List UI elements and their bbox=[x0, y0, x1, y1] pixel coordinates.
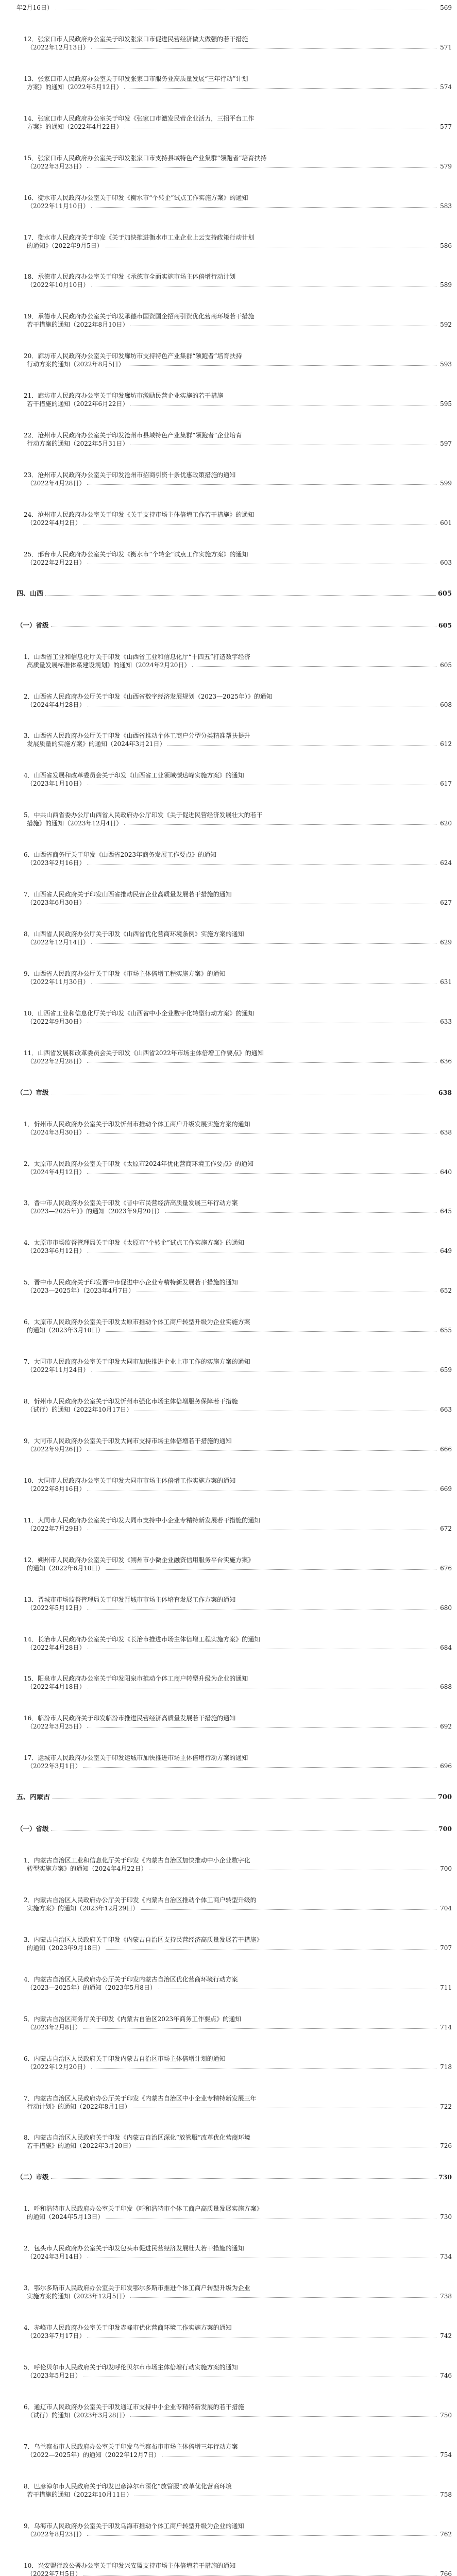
toc-entry-text: 5．晋中市人民政府关于印发晋中市促进中小企业专精特新发展若干措施的通知 bbox=[24, 1279, 238, 1286]
toc-entry-text: 实施方案的通知（2023年12月5日） bbox=[27, 2293, 129, 2300]
toc-entry-text: （2024年4月28日） bbox=[27, 701, 86, 708]
toc-entry[interactable] bbox=[16, 1555, 452, 1572]
toc-page-number: 766 bbox=[440, 2570, 452, 2576]
toc-entry-text: 22．沧州市人民政府办公室关于印发沧州市县域特色产业集群“领跑者”企业培育 bbox=[24, 432, 242, 439]
toc-page-number: 592 bbox=[440, 321, 452, 329]
toc-entry[interactable] bbox=[16, 2094, 452, 2110]
dot-leader bbox=[91, 48, 436, 49]
toc-entry[interactable] bbox=[16, 2363, 452, 2379]
toc-entry-text: 年2月16日） bbox=[16, 4, 53, 11]
toc-entry-text: 行动方案的通知（2022年8月5日） bbox=[27, 361, 125, 368]
toc-entry[interactable] bbox=[16, 890, 452, 906]
toc-entry[interactable] bbox=[16, 1935, 452, 1952]
toc-entry-text: 17．运城市人民政府办公室关于印发运城市加快推进市场主体倍增行动方案的通知 bbox=[24, 1754, 248, 1762]
dot-leader bbox=[87, 1173, 436, 1174]
toc-page-number: 605 bbox=[437, 589, 452, 598]
toc-page-number: 718 bbox=[440, 2063, 452, 2071]
toc-entry[interactable] bbox=[16, 2133, 452, 2149]
toc-entry[interactable] bbox=[16, 431, 452, 447]
toc-page-number: 595 bbox=[440, 400, 452, 408]
dot-leader bbox=[87, 2535, 436, 2536]
toc-page-number: 700 bbox=[437, 1793, 452, 1802]
toc-subsection-heading[interactable] bbox=[16, 1088, 452, 1096]
toc-entry-text: （2024年3月30日） bbox=[27, 1128, 86, 1136]
toc-entry-text: （试行）的通知（2022年10月17日） bbox=[27, 1406, 133, 1414]
toc-entry-text: 若干措施的通知（2022年8月10日） bbox=[27, 321, 129, 329]
toc-entry-text: 若干措施的通知（2022年6月22日） bbox=[27, 400, 129, 408]
toc-entry[interactable] bbox=[16, 470, 452, 487]
toc-page-number: 754 bbox=[440, 2451, 452, 2459]
toc-page-number: 680 bbox=[440, 1604, 452, 1612]
toc-page-number: 597 bbox=[440, 440, 452, 448]
toc-entry-text: 5．中共山西省委办公厅山西省人民政府办公厅印发《关于促进民营经济发展壮大的若干 bbox=[24, 811, 263, 819]
toc-entry[interactable] bbox=[16, 233, 452, 249]
toc-page-number: 593 bbox=[440, 361, 452, 368]
toc-entry[interactable] bbox=[16, 1357, 452, 1374]
toc-entry-text: 7．乌兰察布市人民政府办公室关于印发乌兰察布市市场主体倍增三年行动方案 bbox=[24, 2443, 238, 2450]
dot-leader bbox=[141, 1909, 436, 1910]
toc-entry-text: （2022年7月29日） bbox=[27, 1524, 86, 1532]
toc-entry[interactable] bbox=[16, 550, 452, 566]
toc-entry[interactable] bbox=[16, 74, 452, 91]
toc-page-number: 762 bbox=[440, 2530, 452, 2538]
dot-leader bbox=[87, 167, 436, 168]
toc-page-number: 636 bbox=[440, 1057, 452, 1065]
toc-entry-text: 23．沧州市人民政府办公室关于印发沧州市招商引资十条优惠政策措施的通知 bbox=[24, 471, 236, 479]
toc-page-number: 714 bbox=[440, 2023, 452, 2031]
toc-entry-text: 7．山西省人民政府关于印发山西省推动民营企业高质量发展若干措施的通知 bbox=[24, 891, 232, 899]
dot-leader bbox=[87, 1450, 436, 1451]
toc-entry[interactable] bbox=[16, 1635, 452, 1651]
toc-entry-text: （2022年12月13日） bbox=[27, 43, 90, 51]
toc-entry-text: 7．内蒙古自治区人民政府办公厅关于印发《内蒙古自治区中小企业专精特新发展三年 bbox=[24, 2094, 257, 2102]
dot-leader bbox=[91, 2068, 436, 2069]
toc-entry-text: 8．巴彦淖尔市人民政府关于印发巴彦淖尔市深化“放管服”改革优化营商环境 bbox=[24, 2482, 232, 2490]
toc-page-number: 700 bbox=[438, 1825, 452, 1833]
toc-entry-text: 8．忻州市人民政府办公室关于印发忻州市强化市场主体倍增服务保障若干措施 bbox=[24, 1398, 238, 1405]
toc-page-number: 608 bbox=[440, 701, 452, 708]
toc-entry[interactable] bbox=[16, 2323, 452, 2340]
toc-entry-text: （2022年11月24日） bbox=[27, 1366, 90, 1374]
toc-entry-text: 8．内蒙古自治区人民政府关于印发《内蒙古自治区深化“放管服”改革优化营商环境 bbox=[24, 2134, 250, 2142]
toc-entry-text: 12．张家口市人民政府办公室关于印发张家口市促进民营经济做大做强的若干措施 bbox=[24, 35, 248, 43]
toc-page-number: 638 bbox=[440, 1128, 452, 1136]
toc-entry-text: 13．张家口市人民政府办公室关于印发张家口市服务业高质量发展“三年行动”计划 bbox=[24, 75, 248, 82]
toc-entry-text: 方案》的通知（2022年4月22日） bbox=[27, 123, 123, 130]
toc-entry-text: （2022年12月20日） bbox=[27, 2063, 90, 2071]
toc-page-number: 605 bbox=[440, 661, 452, 669]
toc-page-number: 666 bbox=[440, 1445, 452, 1453]
toc-entry-text: （2022年7月5日） bbox=[27, 2570, 81, 2576]
toc-page-number: 676 bbox=[440, 1564, 452, 1572]
toc-entry-text: （2022年8月16日） bbox=[27, 1485, 86, 1493]
dot-leader bbox=[91, 943, 436, 944]
toc-page-number: 742 bbox=[440, 2332, 452, 2340]
toc-page-number: 655 bbox=[440, 1327, 452, 1334]
toc-entry-text: 15．阳泉市人民政府办公室关于印发阳泉市推动个体工商户转型升级为企业的通知 bbox=[24, 1675, 248, 1683]
toc-entry-text: 15．张家口市人民政府办公室关于印发张家口市支持县域特色产业集群“领跑者”培育扶持 bbox=[24, 154, 267, 162]
dot-leader bbox=[51, 1830, 436, 1831]
toc-entry[interactable] bbox=[16, 1317, 452, 1334]
dot-leader bbox=[106, 1569, 436, 1570]
toc-entry-text: 24．沧州市人民政府办公室关于印发《关于支持市场主体倍增工作若干措施》的通知 bbox=[24, 511, 255, 518]
dot-leader bbox=[45, 595, 436, 596]
toc-entry[interactable] bbox=[16, 850, 452, 867]
toc-entry-text: 13．晋城市市场监督管理局关于印发晋城市市场主体培育发展工作方案的通知 bbox=[24, 1596, 236, 1603]
toc-page-number: 645 bbox=[440, 1208, 452, 1215]
toc-page-number: 652 bbox=[440, 1287, 452, 1295]
toc-page-number: 758 bbox=[440, 2490, 452, 2498]
toc-entry-text: 的通知（2024年5月13日） bbox=[27, 2213, 104, 2221]
toc-entry[interactable] bbox=[16, 1397, 452, 1413]
toc-entry-text: 若干措施》的通知（2022年3月20日） bbox=[27, 2142, 135, 2150]
toc-entry[interactable] bbox=[16, 1120, 452, 1136]
toc-entry[interactable] bbox=[16, 351, 452, 368]
toc-entry-text: 6．内蒙古自治区人民政府关于印发内蒙古自治区市场主体倍增计划的通知 bbox=[24, 2055, 226, 2062]
toc-entry-text: （2022年3月1日） bbox=[27, 1762, 81, 1770]
toc-entry[interactable] bbox=[16, 1159, 452, 1176]
toc-entry[interactable] bbox=[16, 969, 452, 986]
toc-entry[interactable] bbox=[16, 652, 452, 669]
toc-entry-text: （2022年10月10日） bbox=[27, 281, 90, 289]
toc-entry[interactable] bbox=[16, 1009, 452, 1025]
toc-entry-text: 若干措施的通知（2022年10月11日） bbox=[27, 2490, 133, 2498]
toc-entry[interactable] bbox=[16, 1048, 452, 1065]
toc-entry[interactable] bbox=[16, 1198, 452, 1215]
toc-entry[interactable] bbox=[16, 771, 452, 787]
toc-entry-text: （2022年4月2日） bbox=[27, 519, 81, 527]
toc-entry-text: 9．乌海市人民政府办公室关于印发乌海市推动个体工商户转型升级为企业的通知 bbox=[24, 2522, 244, 2530]
toc-entry-text: 的通知（2023年3月10日） bbox=[27, 1327, 104, 1334]
toc-entry-text: 的通知（2023年9月18日） bbox=[27, 1944, 104, 1952]
dot-leader bbox=[87, 484, 436, 485]
toc-entry[interactable] bbox=[16, 731, 452, 748]
dot-leader bbox=[130, 2297, 436, 2298]
toc-page-number: 640 bbox=[440, 1168, 452, 1176]
toc-entry[interactable] bbox=[16, 312, 452, 328]
toc-entry-text: （2022—2025年）的通知（2022年12月7日） bbox=[27, 2451, 160, 2459]
toc-entry-text: （2022年12月14日） bbox=[27, 939, 90, 946]
toc-page-number: 707 bbox=[440, 1944, 452, 1952]
toc-page-number: 586 bbox=[440, 242, 452, 249]
toc-entry-text: 高质量发展标准体系建设规划》的通知（2024年2月20日） bbox=[27, 661, 191, 669]
toc-entry-text: 4．太原市市场监督管理局关于印发《太原市“个转企”试点工作实施方案》的通知 bbox=[24, 1239, 244, 1247]
toc-page-number: 629 bbox=[440, 939, 452, 946]
toc-entry-text: 7．大同市人民政府办公室关于印发大同市加快推进企业上市工作的实施方案的通知 bbox=[24, 1358, 250, 1366]
toc-page-number: 692 bbox=[440, 1723, 452, 1731]
dot-leader bbox=[124, 824, 436, 825]
toc-entry-text: 17．衡水市人民政府关于印发《关于加快推进衡水市工业企业上云支持政策行动计划 bbox=[24, 233, 255, 241]
toc-entry-text: 转型实施方案》的通知（2024年4月22日） bbox=[27, 1865, 147, 1873]
dot-leader bbox=[87, 1133, 436, 1134]
toc-entry[interactable] bbox=[16, 1595, 452, 1612]
toc-entry-text: （2022年4月18日） bbox=[27, 1683, 86, 1691]
toc-page-number: 730 bbox=[438, 2173, 452, 2181]
toc-page-number: 669 bbox=[440, 1485, 452, 1493]
toc-entry-text: 2．太原市人民政府办公室关于印发《太原市2024年优化营商环境工作要点》的通知 bbox=[24, 1160, 254, 1167]
toc-entry[interactable] bbox=[16, 2561, 452, 2576]
toc-entry-text: 19．承德市人民政府办公室关于印发承德市国资国企招商引资优化营商环境若干措施 bbox=[24, 313, 255, 320]
toc-entry-text: 方案》的通知（2022年5月12日） bbox=[27, 83, 123, 91]
toc-section-heading[interactable] bbox=[16, 1793, 452, 1801]
toc-entry-text: 25．邢台市人民政府办公室关于印发《衡水市“个转企”试点工作实施方案》的通知 bbox=[24, 550, 248, 558]
toc-entry-text: （2023—2025年）》的通知（2023年9月20日） bbox=[27, 1208, 163, 1215]
toc-entry[interactable] bbox=[16, 2521, 452, 2538]
toc-entry[interactable] bbox=[16, 391, 452, 408]
toc-entry-text: 发展质量的实施方案》的通知（2024年3月21日） bbox=[27, 740, 166, 748]
toc-entry[interactable] bbox=[16, 692, 452, 708]
toc-entry-text: （2022年3月23日） bbox=[27, 162, 86, 170]
toc-entry-text: 的通知》（2022年9月5日） bbox=[27, 242, 103, 249]
toc-entry-text: 6．太原市人民政府办公室关于印发太原市推动个体工商户转型升级为企业实施方案 bbox=[24, 1318, 250, 1326]
toc-entry-text: （2023年6月12日） bbox=[27, 1247, 86, 1255]
toc-entry-text: （2022年2月22日） bbox=[27, 558, 86, 566]
toc-page-number: 684 bbox=[440, 1643, 452, 1651]
toc-entry[interactable] bbox=[16, 810, 452, 827]
toc-entry-text: （一）省级 bbox=[16, 621, 49, 629]
toc-entry-text: 五、内蒙古 bbox=[16, 1794, 50, 1802]
toc-entry-text: 行动计划》的通知（2022年8月1日） bbox=[27, 2103, 131, 2110]
toc-entry-text: 16．临汾市人民政府关于印发临汾市推进民营经济高质量发展若干措施的通知 bbox=[24, 1715, 236, 1722]
toc-entry-text: 1．忻州市人民政府办公室关于印发忻州市推动个体工商户升级发展实施方案的通知 bbox=[24, 1120, 250, 1128]
dot-leader bbox=[106, 1949, 436, 1950]
dot-leader bbox=[83, 2028, 436, 2029]
toc-entry[interactable] bbox=[16, 2402, 452, 2419]
toc-page-number: 746 bbox=[440, 2371, 452, 2379]
toc-entry[interactable] bbox=[16, 1975, 452, 1991]
toc-entry[interactable] bbox=[16, 1895, 452, 1912]
toc-subsection-heading[interactable] bbox=[16, 2173, 452, 2181]
toc-subsection-heading[interactable] bbox=[16, 621, 452, 629]
toc-entry-text: （2022年11月30日） bbox=[27, 978, 90, 986]
toc-page-number: 571 bbox=[440, 43, 452, 51]
toc-entry-text: 1．内蒙古自治区工业和信息化厅关于印发《内蒙古自治区加快推动中小企业数字化 bbox=[24, 1857, 250, 1865]
toc-entry[interactable] bbox=[16, 35, 452, 51]
toc-page-number: 589 bbox=[440, 281, 452, 289]
toc-entry-text: （2023—2025年）的通知（2023年5月8日） bbox=[27, 1984, 156, 1991]
toc-page-number: 612 bbox=[440, 740, 452, 748]
toc-entry-text: （2023年5月2日） bbox=[27, 2371, 81, 2379]
toc-entry[interactable] bbox=[16, 2283, 452, 2300]
toc-page-number: 633 bbox=[440, 1018, 452, 1025]
toc-entry-text: 14．张家口市人民政府办公室关于印发《张家口市激发民营企业活力，三招平台工作 bbox=[24, 114, 255, 122]
toc-page-number: 688 bbox=[440, 1683, 452, 1691]
toc-entry-text: 6．通辽市人民政府办公室关于印发通辽市支持中小企业专精特新发展的若干措施 bbox=[24, 2403, 244, 2411]
toc-entry-text: （2023年2月16日） bbox=[27, 859, 86, 867]
toc-entry-text: 1．呼和浩特市人民政府办公室关于印发《呼和浩特市个体工商户高质量发展实施方案》 bbox=[24, 2205, 263, 2213]
toc-page-number: 601 bbox=[440, 519, 452, 527]
toc-entry-text: （2022年11月10日） bbox=[27, 202, 90, 210]
toc-page-number: 569 bbox=[440, 4, 452, 11]
toc-entry-text: 3．晋中市人民政府办公室关于印发《晋中市民营经济高质量发展三年行动方案 bbox=[24, 1199, 238, 1207]
toc-entry-text: （2024年4月12日） bbox=[27, 1168, 86, 1176]
toc-entry-text: 的通知（2022年6月10日） bbox=[27, 1564, 104, 1572]
toc-entry-text: （2022年5月12日） bbox=[27, 1604, 86, 1612]
toc-page-number: 722 bbox=[440, 2103, 452, 2110]
toc-entry[interactable] bbox=[16, 1856, 452, 1872]
toc-entry-text: 4．赤峰市人民政府办公室关于印发赤峰市优化营商环境工作实施方案的通知 bbox=[24, 2324, 232, 2332]
dot-leader bbox=[83, 1767, 436, 1768]
toc-page-number: 605 bbox=[438, 621, 452, 629]
toc-entry[interactable] bbox=[16, 272, 452, 289]
toc-entry-text: 9．大同市人民政府办公室关于印发大同市支持市场主体倍增若干措施的通知 bbox=[24, 1437, 232, 1445]
toc-entry[interactable] bbox=[16, 1674, 452, 1690]
toc-page-number: 624 bbox=[440, 859, 452, 867]
toc-entry-text: 四、山西 bbox=[16, 590, 44, 598]
toc-entry-text: 10．大同市人民政府办公室关于印发大同市市场主体倍增工作实施方案的通知 bbox=[24, 1477, 236, 1484]
toc-page-number: 577 bbox=[440, 123, 452, 130]
toc-entry[interactable] bbox=[16, 2204, 452, 2221]
toc-page-number: 704 bbox=[440, 1904, 452, 1912]
toc-entry-text: 5．内蒙古自治区商务厅关于印发《内蒙古自治区2023年商务工作要点》的通知 bbox=[24, 2015, 242, 2023]
toc-entry-text: 16．衡水市人民政府办公室关于印发《衡水市“个转企”试点工作实施方案》的通知 bbox=[24, 194, 248, 201]
toc-page-number: 649 bbox=[440, 1247, 452, 1255]
toc-entry-text: 11．山西省发展和改革委员会关于印发《山西省2022年市场主体倍增工作要点》的通知 bbox=[24, 1049, 264, 1057]
toc-entry-text: （2022年3月25日） bbox=[27, 1723, 86, 1731]
toc-entry-text: （2022年9月26日） bbox=[27, 1445, 86, 1453]
toc-entry-text: （2023年7月17日） bbox=[27, 2332, 86, 2340]
toc-page-number: 617 bbox=[440, 780, 452, 788]
toc-entry-text: 18．承德市人民政府办公室关于印发《承德市全面实施市场主体倍增行动计划 bbox=[24, 273, 236, 281]
toc-page-number: 638 bbox=[438, 1088, 452, 1096]
toc-entry[interactable] bbox=[16, 1516, 452, 1532]
dot-leader bbox=[91, 983, 436, 984]
toc-page-number: 659 bbox=[440, 1366, 452, 1374]
toc-page-number: 738 bbox=[440, 2293, 452, 2300]
dot-leader bbox=[87, 864, 436, 865]
toc-entry-text: （2022年4月28日） bbox=[27, 1643, 86, 1651]
dot-leader bbox=[91, 207, 436, 208]
toc-page-number: 730 bbox=[440, 2213, 452, 2221]
toc-entry-text: 5．呼伦贝尔市人民政府关于印发呼伦贝尔市市场主体倍增行动实施方案的通知 bbox=[24, 2363, 238, 2371]
toc-entry-text: （2023年6月30日） bbox=[27, 899, 86, 907]
toc-entry-text: 措施》的通知（2023年12月4日） bbox=[27, 820, 123, 827]
toc-entry[interactable] bbox=[16, 193, 452, 210]
toc-page-number: 696 bbox=[440, 1762, 452, 1770]
toc-entry[interactable] bbox=[16, 1753, 452, 1770]
toc-entry[interactable] bbox=[16, 2054, 452, 2071]
toc-entry-text: 4．山西省发展和改革委员会关于印发《山西省工业领域碳达峰实施方案》的通知 bbox=[24, 772, 244, 779]
toc-entry-text: （一）省级 bbox=[16, 1825, 49, 1833]
toc-page-number: 750 bbox=[440, 2411, 452, 2419]
toc-entry[interactable] bbox=[16, 3, 452, 11]
toc-entry-text: 3．山西省人民政府办公厅关于印发《山西省推动个体工商户分型分类精准帮扶提升 bbox=[24, 732, 250, 740]
toc-page-number: 672 bbox=[440, 1524, 452, 1532]
toc-page-number: 579 bbox=[440, 162, 452, 170]
toc-page-number: 574 bbox=[440, 83, 452, 91]
toc-entry-text: 2．山西省人民政府办公厅关于印发《山西省数字经济发展规划（2023—2025年）》的通知 bbox=[24, 692, 273, 700]
toc-entry-text: 2．包头市人民政府办公室关于印发包头市促进民营经济发展壮大若干措施的通知 bbox=[24, 2245, 244, 2252]
toc-entry-text: （二）市级 bbox=[16, 1089, 49, 1096]
toc-page-number: 627 bbox=[440, 899, 452, 907]
toc-entry-text: 2．内蒙古自治区人民政府办公厅关于印发《内蒙古自治区推动个体工商户转型升级的 bbox=[24, 1896, 257, 1904]
toc-entry[interactable] bbox=[16, 1436, 452, 1453]
toc-entry[interactable] bbox=[16, 1238, 452, 1255]
toc-page-number: 663 bbox=[440, 1406, 452, 1414]
toc-entry-text: （2022年2月28日） bbox=[27, 1057, 86, 1065]
toc-entry-text: （2023—2025年）（2023年4月7日） bbox=[27, 1287, 134, 1295]
toc-page-number: 734 bbox=[440, 2253, 452, 2261]
dot-leader bbox=[130, 2416, 436, 2417]
toc-entry[interactable] bbox=[16, 1476, 452, 1493]
toc-entry-text: 实施方案》的通知（2023年12月29日） bbox=[27, 1904, 139, 1912]
toc-page-number: 700 bbox=[440, 1865, 452, 1873]
toc-entry-text: （2022年9月30日） bbox=[27, 1018, 86, 1025]
dot-leader bbox=[127, 365, 436, 366]
toc-entry-text: 21．廊坊市人民政府办公室关于印发廊坊市激励民营企业实施的若干措施 bbox=[24, 392, 224, 400]
toc-entry-text: 4．内蒙古自治区人民政府办公厅关于印发内蒙古自治区优化营商环境行动方案 bbox=[24, 1975, 238, 1983]
toc-section-heading[interactable] bbox=[16, 589, 452, 598]
toc-page-number: 726 bbox=[440, 2142, 452, 2150]
toc-entry[interactable] bbox=[16, 2014, 452, 2031]
dot-leader bbox=[124, 88, 436, 89]
toc-entry[interactable] bbox=[16, 510, 452, 527]
dot-leader bbox=[106, 1331, 436, 1332]
dot-leader bbox=[87, 1727, 436, 1728]
toc-entry-text: （2022年4月28日） bbox=[27, 480, 86, 487]
dot-leader bbox=[192, 666, 436, 667]
toc-subsection-heading[interactable] bbox=[16, 1824, 452, 1833]
toc-entry[interactable] bbox=[16, 2482, 452, 2498]
toc-entry[interactable] bbox=[16, 1278, 452, 1294]
toc-entry-text: 行动方案的通知（2022年5月31日） bbox=[27, 440, 129, 448]
dot-leader bbox=[165, 1212, 436, 1213]
toc-entry-text: 3．鄂尔多斯市人民政府办公室关于印发鄂尔多斯市推进个体工商户转型升级为企业 bbox=[24, 2284, 250, 2292]
toc-entry[interactable] bbox=[16, 114, 452, 130]
toc-entry-text: 3．内蒙古自治区人民政府关于印发《内蒙古自治区支持民营经济高质量发展若干措施》 bbox=[24, 1936, 263, 1943]
toc-entry-text: 12．朔州市人民政府办公室关于印发《朔州市小微企业融资信用服务平台实施方案》 bbox=[24, 1556, 255, 1564]
toc-page-number: 620 bbox=[440, 820, 452, 827]
toc-page-number: 603 bbox=[440, 558, 452, 566]
toc-entry-text: 10．兴安盟行政公署办公室关于印发兴安盟支持市场主体倍增若干措施的通知 bbox=[24, 2562, 236, 2569]
toc-entry-text: （2023年2月8日） bbox=[27, 2023, 81, 2031]
toc-page-number: 631 bbox=[440, 978, 452, 986]
toc-entry-text: 1．山西省工业和信息化厅关于印发《山西省工业和信息化厅“十四五”打造数字经济 bbox=[24, 653, 250, 660]
dot-leader bbox=[51, 2178, 436, 2179]
toc-entry[interactable] bbox=[16, 1714, 452, 1730]
dot-leader bbox=[51, 626, 436, 627]
toc-entry-text: （试行）的通知（2023年3月28日） bbox=[27, 2411, 129, 2419]
toc-entry-text: 11．大同市人民政府办公室关于印发大同市支持中小企业专精特新发展若干措施的通知 bbox=[24, 1516, 261, 1524]
toc-entry[interactable] bbox=[16, 2244, 452, 2260]
toc-page-number: 583 bbox=[440, 202, 452, 210]
toc-entry-text: 8．山西省人民政府办公厅关于印发《山西省优化营商环境条例》实施方案的通知 bbox=[24, 930, 244, 938]
toc-page-number: 711 bbox=[440, 1984, 452, 1991]
toc-entry-text: 14．长治市人民政府办公室关于印发《长治市推进市场主体倍增工程实施方案》的通知 bbox=[24, 1635, 261, 1643]
toc-entry-text: 6．山西省商务厅关于印发《山西省2023年商务发展工作要点》的通知 bbox=[24, 851, 217, 859]
toc-entry-text: （2024年3月14日） bbox=[27, 2253, 86, 2261]
toc-entry[interactable] bbox=[16, 2442, 452, 2459]
toc-entry-text: 10．山西省工业和信息化厅关于印发《山西省中小企业数字化转型行动方案》的通知 bbox=[24, 1009, 255, 1017]
toc-entry-text: （2023年1月10日） bbox=[27, 780, 86, 788]
toc-entry-text: 9．山西省人民政府办公厅关于印发《市场主体倍增工程实施方案》的通知 bbox=[24, 970, 226, 977]
toc-entry[interactable] bbox=[16, 929, 452, 946]
toc-entry-text: （二）市级 bbox=[16, 2174, 49, 2181]
toc-entry-text: 20．廊坊市人民政府办公室关于印发廊坊市支持特色产业集群“领跑者”培育扶持 bbox=[24, 352, 242, 360]
toc-page-number: 599 bbox=[440, 480, 452, 487]
toc-entry-text: （2022年8月23日） bbox=[27, 2530, 86, 2538]
toc-entry[interactable] bbox=[16, 154, 452, 170]
dot-leader bbox=[87, 1062, 436, 1063]
